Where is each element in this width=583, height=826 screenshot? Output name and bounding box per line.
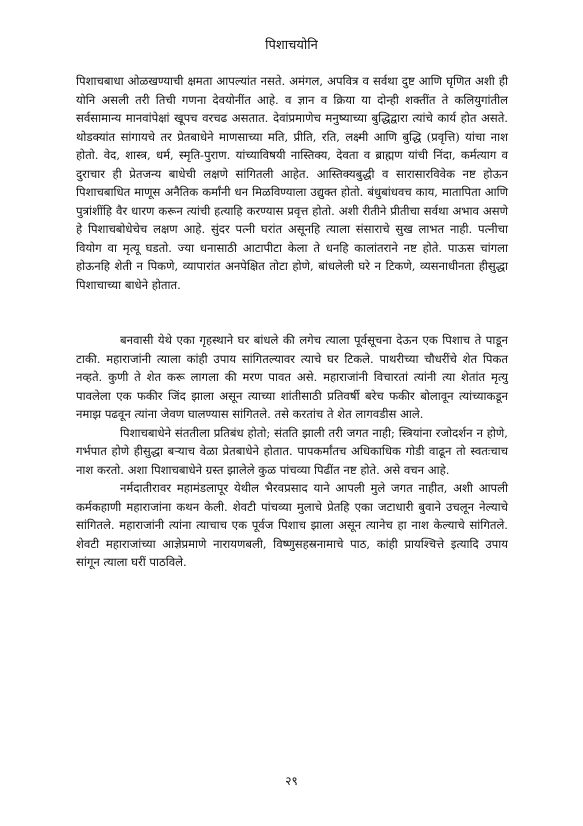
page-number: २९	[285, 774, 298, 788]
paragraph-pishach-badha-intro: पिशाचबाधा ओळखण्याची क्षमता आपल्यांत नसते. अमंगल, अपवित्र व सर्वथा दुष्ट आणि घृणित अशी ही योनि असली तरी तिची गणना देवयोनींत आहे. व ज्ञान व क्रिया या दोन्ही शक्तींत ते कलियुगांतील सर्वसामान्य मानवांपेक्षां खूपच वरचढ असतात. देवांप्रमाणेच मनुष्याच्या बुद्धिद्वारा त्यांचे कार्य होत असते. थोडक्यांत सांगायचे तर प्रेतबाधेने माणसाच्या मति, प्रीति, रति, लक्ष्मी आणि बुद्धि (प्रवृत्ति) यांचा नाश होतो. वेद, शास्त्र, धर्म, स्मृति-पुराण. यांच्याविषयी नास्तिक्य, देवता व ब्राह्मण यांची निंदा, कर्मत्याग व दुराचार ही प्रेतजन्य बाधेची लक्षणे सांगितली आहेत. आस्तिक्यबुद्धी व सारासारविवेक नष्ट होऊन पिशाचबाधित माणूस अनैतिक कर्मांनी धन मिळविण्याला उद्युक्त होतो. बंधुबांधवच काय, मातापिता आणि पुत्रांशींहि वैर धारण करून त्यांची हत्याहि करण्यास प्रवृत्त होतो. अशी रीतीने प्रीतीचा सर्वथा अभाव असणे हे पिशाचबोधेचेच लक्षण आहे. सुंदर पत्नी घरांत असूनहि त्याला संसाराचे सुख लाभत नाही. पत्नीचा वियोग वा मृत्यू घडतो. ज्या धनासाठी आटापीटा केला ते धनहि कालांतराने नष्ट होते. पाऊस चांगला होऊनहि शेती न पिकणे, व्यापारांत अनपेक्षित तोटा होणे, बांधलेली घरे न टिकणे, व्यसनाधीनता हीसुद्धा पिशाचाच्या बाधेने होतात.	[76, 74, 508, 292]
paragraph-narmada-story: नर्मदातीरावर महामंडलापूर येथील भैरवप्रसाद याने आपली मुले जगत नाहीत, अशी आपली कर्मकहाणी महाराजांना कथन केली. शेवटी पांचव्या मुलाचे प्रेतहि एका जटाधारी बुवाने उचलून नेल्याचे सांगितले. महाराजांनी त्यांना त्याचाच एक पूर्वज पिशाच झाला असून त्यानेच हा नाश केल्याचे सांगितले. शेवटी महाराजांच्या आज्ञेप्रमाणे नारायणबली, विष्णुसहस्रनामाचे पाठ, कांही प्रायश्चित्ते इत्यादि उपाय सांगून त्याला घरीं पाठविले.	[76, 481, 508, 569]
page-body	[76, 72, 508, 572]
paragraph-banavasi-story: बनवासी येथे एका गृहस्थाने घर बांधले की लगेच त्याला पूर्वसूचना देऊन एक पिशाच ते पाडून टाकी. महाराजांनी त्याला कांही उपाय सांगितल्यावर त्याचे घर टिकले. पाथरीच्या चौधरींचे शेत पिकत नव्हते. कुणी ते शेत करू लागला की मरण पावत असे. महाराजांनी विचारतां त्यांनी त्या शेतांत मृत्यु पावलेला एक फकीर जिंद झाला असून त्याच्या शांतीसाठी प्रतिवर्षी बरेच फकीर बोलावून त्यांच्याकडून नमाझ पढवून त्यांना जेवण घालण्यास सांगितले. तसे करतांच ते शेत लागवडीस आले.	[76, 333, 508, 421]
running-header: पिशाचयोनि	[265, 38, 318, 53]
paragraph-santati-pratibandh: पिशाचबाधेने संततीला प्रतिबंध होतो; संतति झाली तरी जगत नाही; स्त्रियांना रजोदर्शन न होणे, गर्भपात होणे हीसुद्धा बऱ्याच वेळा प्रेतबाधेने होतात. पापकर्मांतच अधिकाधिक गोडी वाढून तो स्वतःचाच नाश करतो. अशा पिशाचबाधेने ग्रस्त झालेले कुळ पांचव्या पिढींत नष्ट होते. असे वचन आहे.	[76, 425, 508, 477]
